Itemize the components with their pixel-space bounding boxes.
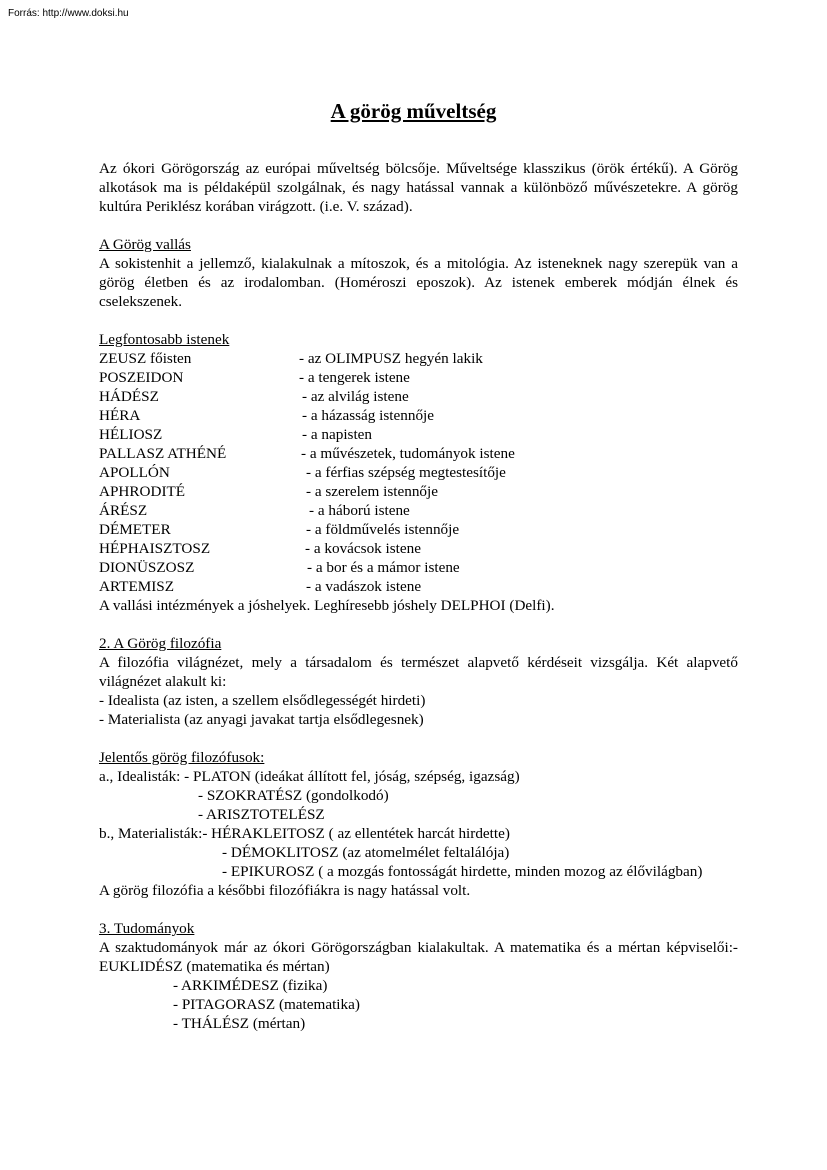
science-item: - THÁLÉSZ (mértan): [173, 1015, 306, 1032]
philosophy-paragraph: A filozófia világnézet, mely a társadalom és természet alapvető kérdéseit vizsgálja. Két alapvető világnézet alakult ki:: [99, 654, 738, 690]
epikurosz-item: - EPIKUROSZ ( a mozgás fontosságát hirdette, minden mozog az élővilágban): [222, 863, 703, 880]
god-desc: - a szerelem istennője: [306, 483, 438, 500]
idealists-line: a., Idealisták: - PLATON (ideákat állított fel, jóság, szépség, igazság): [99, 768, 520, 785]
god-desc: - a férfias szépség megtestesítője: [306, 464, 506, 481]
god-row: [99, 558, 738, 577]
god-name: HÉPHAISZTOSZ: [99, 540, 211, 557]
god-name: POSZEIDON: [99, 369, 184, 386]
god-name: APOLLÓN: [99, 464, 170, 481]
gods-list: [99, 349, 738, 596]
philosophy-closing: A görög filozófia a későbbi filozófiákra is nagy hatással volt.: [99, 882, 471, 899]
god-name: DIONÜSZOSZ: [99, 559, 195, 576]
idealist-item: - ARISZTOTELÉSZ: [198, 806, 325, 823]
view-item: - Idealista (az isten, a szellem elsődlegességét hirdeti): [99, 692, 426, 709]
god-desc: - a vadászok istene: [306, 578, 422, 595]
god-desc: - a napisten: [302, 426, 373, 443]
god-name: ARTEMISZ: [99, 578, 175, 595]
page-title: A görög műveltség: [330, 99, 497, 123]
god-row: [99, 406, 738, 425]
god-name: DÉMETER: [99, 521, 171, 538]
god-name: ÁRÉSZ: [99, 502, 148, 519]
materialists-line: b., Materialisták:- HÉRAKLEITOSZ ( az ellentétek harcát hirdette): [99, 825, 510, 842]
god-row: [99, 444, 738, 463]
materialist-item: - DÉMOKLITOSZ (az atomelmélet feltalálója): [222, 844, 510, 861]
god-name: HÉRA: [99, 407, 141, 424]
god-row: [99, 463, 738, 482]
intro-paragraph: Az ókori Görögország az európai műveltség bölcsője. Műveltsége klasszikus (örök értékű). A Görög alkotások ma is példaképül szolgálnak, és nagy hatással vannak a különböző művészetekre. A görög kultúra Periklész korában virágzott. (i.e. V. század).: [99, 160, 738, 215]
god-row: [99, 425, 738, 444]
gods-heading: Legfontosabb istenek: [99, 331, 230, 348]
gods-closing: A vallási intézmények a jóshelyek. Leghíresebb jóshely DELPHOI (Delfi).: [99, 597, 555, 614]
idealist-item: - SZOKRATÉSZ (gondolkodó): [198, 787, 389, 804]
document-body: [99, 159, 738, 1033]
god-name: PALLASZ ATHÉNÉ: [99, 445, 227, 462]
science-item: - PITAGORASZ (matematika): [173, 996, 360, 1013]
god-desc: - a háború istene: [309, 502, 410, 519]
religion-heading: A Görög vallás: [99, 236, 191, 253]
god-row: [99, 368, 738, 387]
god-name: HÉLIOSZ: [99, 426, 163, 443]
god-desc: - az OLIMPUSZ hegyén lakik: [299, 350, 483, 367]
sciences-heading: 3. Tudományok: [99, 920, 195, 937]
science-item: - ARKIMÉDESZ (fizika): [173, 977, 328, 994]
god-desc: - a házasság istennője: [302, 407, 434, 424]
god-desc: - a bor és a mámor istene: [307, 559, 460, 576]
god-desc: - a tengerek istene: [299, 369, 410, 386]
god-row: [99, 501, 738, 520]
sciences-paragraph: A szaktudományok már az ókori Görögországban kialakultak. A matematika és a mértan képviselői:- EUKLIDÉSZ (matematika és mértan): [99, 939, 738, 975]
god-row: [99, 539, 738, 558]
god-row: [99, 387, 738, 406]
god-row: [99, 520, 738, 539]
philosophers-heading: Jelentős görög filozófusok:: [99, 749, 265, 766]
god-desc: - a kovácsok istene: [305, 540, 421, 557]
philosophy-heading: 2. A Görög filozófia: [99, 635, 222, 652]
god-name: APHRODITÉ: [99, 483, 186, 500]
religion-paragraph: A sokistenhit a jellemző, kialakulnak a mítoszok, és a mitológia. Az isteneknek nagy szerepük van a görög életben és az irodalomban. (Homéroszi eposzok). Az istenek emberek módján élnek és cselekszenek.: [99, 255, 738, 310]
god-name: HÁDÉSZ: [99, 388, 159, 405]
god-desc: - a földművelés istennője: [306, 521, 460, 538]
god-desc: - a művészetek, tudományok istene: [301, 445, 515, 462]
source-note: Forrás: http://www.doksi.hu: [8, 8, 129, 19]
god-row: [99, 349, 738, 368]
god-name: ZEUSZ főisten: [99, 350, 192, 367]
view-item: - Materialista (az anyagi javakat tartja elsődlegesnek): [99, 711, 424, 728]
god-row: [99, 482, 738, 501]
god-row: [99, 577, 738, 596]
god-desc: - az alvilág istene: [302, 388, 409, 405]
